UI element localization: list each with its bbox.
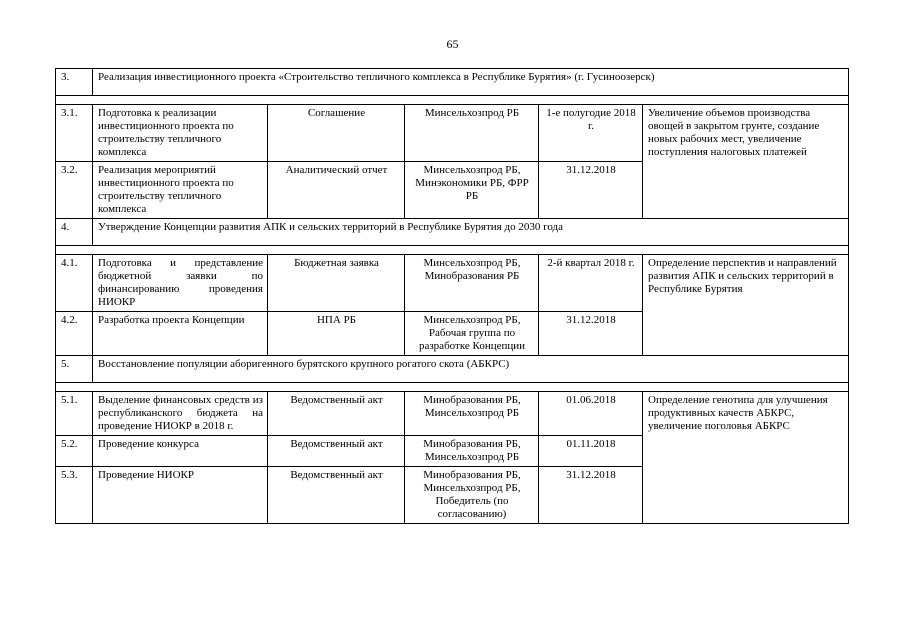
item-number: 4.1.	[56, 255, 93, 312]
item-document: Ведомственный акт	[268, 467, 405, 524]
item-number: 3.2.	[56, 162, 93, 219]
item-executor: Минобразования РБ, Минсельхозпрод РБ	[405, 392, 539, 436]
item-document: Ведомственный акт	[268, 392, 405, 436]
section-row	[56, 356, 849, 383]
item-number: 3.1.	[56, 105, 93, 162]
item-term: 1-е полугодие 2018 г.	[539, 105, 643, 162]
item-executor: Минсельхозпрод РБ, Минэкономики РБ, ФРР РБ	[405, 162, 539, 219]
section-row	[56, 69, 849, 96]
item-term: 01.06.2018	[539, 392, 643, 436]
item-number: 4.2.	[56, 312, 93, 356]
item-document: Ведомственный акт	[268, 436, 405, 467]
item-executor: Минобразования РБ, Минсельхозпрод РБ, Победитель (по согласованию)	[405, 467, 539, 524]
item-number: 5.2.	[56, 436, 93, 467]
table-row	[56, 105, 849, 162]
section-result: Определение перспектив и направлений развития АПК и сельских территорий в Республике Бурятия	[643, 255, 849, 356]
section-number: 4.	[56, 219, 93, 246]
section-title: Утверждение Концепции развития АПК и сельских территорий в Республике Бурятия до 2030 года	[93, 219, 849, 246]
item-name: Выделение финансовых средств из республиканского бюджета на проведение НИОКР в 2018 г.	[93, 392, 268, 436]
section-title: Реализация инвестиционного проекта «Строительство тепличного комплекса в Республике Бурятия» (г. Гусиноозерск)	[93, 69, 849, 96]
section-number: 3.	[56, 69, 93, 96]
item-executor: Минсельхозпрод РБ, Минобразования РБ	[405, 255, 539, 312]
table-row	[56, 255, 849, 312]
spacer-row	[56, 96, 849, 105]
item-name: Подготовка к реализации инвестиционного проекта по строительству тепличного комплекса	[93, 105, 268, 162]
item-document: Бюджетная заявка	[268, 255, 405, 312]
item-number: 5.3.	[56, 467, 93, 524]
item-term: 01.11.2018	[539, 436, 643, 467]
item-term: 31.12.2018	[539, 467, 643, 524]
section-row	[56, 219, 849, 246]
table-row	[56, 392, 849, 436]
item-document: НПА РБ	[268, 312, 405, 356]
section-result: Определение генотипа для улучшения продуктивных качеств АБКРС, увеличение поголовья АБКРС	[643, 392, 849, 524]
item-number: 5.1.	[56, 392, 93, 436]
section-number: 5.	[56, 356, 93, 383]
item-term: 31.12.2018	[539, 162, 643, 219]
action-plan-table	[55, 68, 849, 524]
section-result: Увеличение объемов производства овощей в закрытом грунте, создание новых рабочих мест, увеличение поступления налоговых платежей	[643, 105, 849, 219]
item-document: Соглашение	[268, 105, 405, 162]
page-number: 65	[446, 37, 459, 51]
item-term: 31.12.2018	[539, 312, 643, 356]
item-name: Проведение конкурса	[93, 436, 268, 467]
item-executor: Минсельхозпрод РБ, Рабочая группа по разработке Концепции	[405, 312, 539, 356]
item-name: Проведение НИОКР	[93, 467, 268, 524]
section-title: Восстановление популяции аборигенного бурятского крупного рогатого скота (АБКРС)	[93, 356, 849, 383]
item-name: Подготовка и представление бюджетной заявки по финансированию проведения НИОКР	[93, 255, 268, 312]
item-name: Реализация мероприятий инвестиционного проекта по строительству тепличного комплекса	[93, 162, 268, 219]
item-name: Разработка проекта Концепции	[93, 312, 268, 356]
item-executor: Минсельхозпрод РБ	[405, 105, 539, 162]
spacer-row	[56, 246, 849, 255]
item-executor: Минобразования РБ, Минсельхозпрод РБ	[405, 436, 539, 467]
spacer-row	[56, 383, 849, 392]
item-document: Аналитический отчет	[268, 162, 405, 219]
item-term: 2-й квартал 2018 г.	[539, 255, 643, 312]
